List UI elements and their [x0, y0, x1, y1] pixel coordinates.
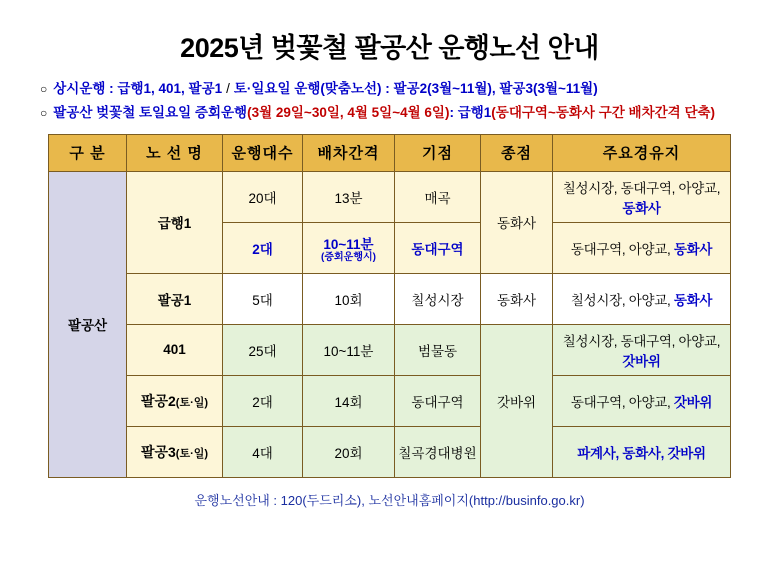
table-header-row: [49, 134, 731, 171]
note-1-segment-1: 상시운행 : 급행1, 401, 팔공1: [53, 81, 223, 96]
cell-route-6: [127, 426, 223, 477]
notes-block: [40, 79, 739, 124]
note-2-detail: (동대구역~동화사 구간 배차간격 단축): [491, 104, 716, 120]
cell-start-6: 칠곡경대병원: [395, 426, 481, 477]
cell-via-5: [553, 375, 731, 426]
cell-end-1: 동화사: [481, 171, 553, 273]
cell-interval-4: 10~11분: [303, 324, 395, 375]
cell-route-1: 급행1: [127, 171, 223, 273]
note-line-2: [40, 103, 739, 124]
via-text-plain: 동대구역, 아양교,: [570, 241, 674, 257]
cell-via-1: [553, 171, 731, 222]
interval-main: 10~11분: [323, 236, 374, 252]
header-route: 노 선 명: [127, 134, 223, 171]
via-text-highlight: 동화사: [673, 292, 713, 308]
header-start: 기점: [395, 134, 481, 171]
cell-interval-3: 10회: [303, 273, 395, 324]
via-text-plain: 칠성시장, 아양교,: [570, 292, 674, 308]
via-text-highlight: 파계사, 동화사, 갓바위: [577, 445, 706, 461]
note-2-dates: (3월 29일~30일, 4월 5일~4월 6일): [247, 104, 450, 120]
cell-count-4: 25대: [223, 324, 303, 375]
route-suffix: (토·일): [175, 396, 209, 409]
cell-via-3: [553, 273, 731, 324]
cell-interval-2: [303, 222, 395, 273]
via-text-highlight: 갓바위: [622, 353, 661, 369]
page-title: 2025년 벚꽃철 팔공산 운행노선 안내: [180, 33, 599, 63]
note-2-segment-1: 팔공산 벚꽃철 토일요일 증회운행: [53, 104, 248, 120]
via-text-plain: 동대구역, 아양교,: [570, 394, 674, 410]
cell-interval-6: 20회: [303, 426, 395, 477]
via-text-highlight: 동화사: [622, 200, 661, 216]
note-2-route: : 급행1: [449, 104, 492, 120]
footer-contact: 운행노선안내 : 120(두드리소), 노선안내홈페이지(http://businfo.go.kr): [194, 492, 585, 508]
via-text-highlight: 갓바위: [673, 394, 713, 410]
table-row: [49, 171, 731, 222]
bullet-icon: ○: [40, 82, 48, 96]
cell-count-5: 2대: [223, 375, 303, 426]
header-gubun: 구 분: [49, 134, 127, 171]
note-line-1: [40, 79, 739, 100]
poster-page: [0, 26, 779, 576]
cell-start-4: 범물동: [395, 324, 481, 375]
cell-via-2: [553, 222, 731, 273]
route-name: 팔공3: [140, 443, 176, 460]
cell-route-3: 팔공1: [127, 273, 223, 324]
note-1-separator: /: [226, 81, 230, 96]
cell-count-2: 2대: [223, 222, 303, 273]
via-text-plain: 칠성시장, 동대구역, 아양교,: [562, 180, 721, 196]
route-suffix: (토·일): [175, 447, 209, 460]
cell-region: 팔공산: [49, 171, 127, 477]
bullet-icon: ○: [40, 105, 48, 120]
header-via: 주요경유지: [553, 134, 731, 171]
cell-count-1: 20대: [223, 171, 303, 222]
cell-route-5: [127, 375, 223, 426]
cell-count-3: 5대: [223, 273, 303, 324]
cell-interval-5: 14회: [303, 375, 395, 426]
via-text-highlight: 동화사: [673, 241, 713, 257]
cell-end-3: 동화사: [481, 273, 553, 324]
header-end: 종점: [481, 134, 553, 171]
header-count: 운행대수: [223, 134, 303, 171]
table-row: [49, 375, 731, 426]
cell-start-2: 동대구역: [395, 222, 481, 273]
table-row: [49, 273, 731, 324]
cell-start-5: 동대구역: [395, 375, 481, 426]
header-interval: 배차간격: [303, 134, 395, 171]
schedule-table: [48, 134, 731, 478]
interval-note: (증회운행시): [321, 251, 376, 263]
table-row: [49, 426, 731, 477]
cell-count-6: 4대: [223, 426, 303, 477]
cell-interval-1: 13분: [303, 171, 395, 222]
route-name: 팔공2: [140, 392, 176, 409]
cell-via-4: [553, 324, 731, 375]
via-text-plain: 칠성시장, 동대구역, 아양교,: [562, 333, 721, 349]
cell-route-4: 401: [127, 324, 223, 375]
cell-start-3: 칠성시장: [395, 273, 481, 324]
note-1-segment-2: 토·일요일 운행(맞춤노선) : 팔공2(3월~11월), 팔공3(3월~11월): [233, 81, 598, 96]
cell-start-1: 매곡: [395, 171, 481, 222]
cell-end-4: 갓바위: [481, 324, 553, 477]
cell-via-6: [553, 426, 731, 477]
table-row: [49, 324, 731, 375]
